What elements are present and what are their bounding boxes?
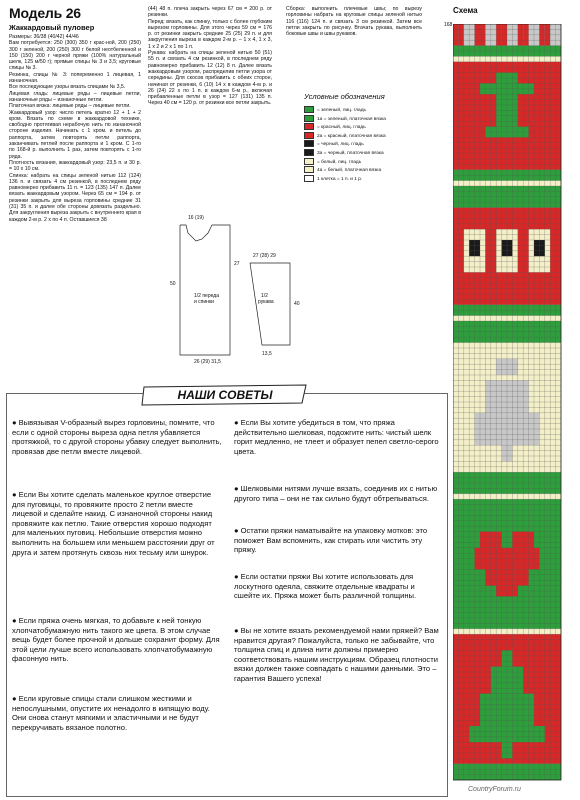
legend-item bbox=[304, 115, 386, 123]
instructions-column-2 bbox=[148, 6, 272, 107]
tip-left-2: ● Если Вы хотите сделать маленькое круглое отверстие для пуговицы, то провяжите просто 2 петли вместе лицевой и сделайте накид. С изнаночной стороны накид провяжите как петлю. Такие отверстия хорошо подходят для маленьких пуговиц. Небольшие отверстия можно выполнить на большем или меньшем расстоянии друг от друга и затем протянуть сквозь них тесьму или шнурок. bbox=[12, 490, 215, 557]
front-label: 1/2 переда и спинки bbox=[194, 293, 219, 305]
legend-swatch bbox=[304, 140, 314, 147]
tips-heading-banner bbox=[140, 384, 310, 406]
assembly-text: Сборка: выполнить плечевые швы; по вырезу горловины набрать на круговые спицы зеленой нитью 116 (116) 124 п. и связать 3 см резинкой. Затем все петли закрыть по рисунку. Втачать рукава, выполнить боковые швы и швы рукавов. bbox=[286, 6, 422, 38]
instructions-column-1 bbox=[9, 34, 141, 223]
legend-item bbox=[304, 149, 384, 157]
jacquard: Жаккардовый узор: число петель кратно 12 + 1 + 2 кром. Вязать по схеме в жаккардовой технике, свободно протягивая нерабочую нить по изнаночной стороне изделия. Начинать с 1 кром. и петель до раппорта, затем повторять петли раппорта, заканчивать петлей после раппорта и 1 кром. С 1-го по 168-й р. выполнить 1 раз, затем повторять с 1-го ряда. bbox=[9, 109, 141, 160]
tips-heading: НАШИ СОВЕТЫ bbox=[177, 388, 273, 402]
watermark: CountryForum.ru bbox=[468, 786, 521, 793]
dim-side-1: 50 bbox=[170, 281, 176, 287]
legend-label: = белый, лиц. гладь bbox=[317, 159, 362, 165]
tip-left-4: ● Если круговые спицы стали слишком жесткими и непослушными, опустите их ненадолго в кипящую воду. Они снова станут мягкими и эластичными и не будут перекручивать вязаное полотно. bbox=[12, 694, 210, 732]
legend-item bbox=[304, 123, 366, 131]
tip-left-1: ● Вывязывая V-образный вырез горловины, помните, что если с одной стороны выреза одна петля убавляется протяжкой, то с другой стороны убавку следует выполнить, провязав две петли вместе лицевой. bbox=[12, 418, 222, 456]
shoulder-text: (44) 48 п. плеча закрыть через 67 см = 200 р. от резинки. bbox=[148, 6, 272, 19]
schema-label: Схема bbox=[453, 6, 478, 15]
schema-row-number: 168 bbox=[444, 22, 453, 28]
stockinette: Лицевая гладь: лицевые ряды – лицевые петли, изнаночные ряды – изнаночные петли. bbox=[9, 90, 141, 103]
legend-label: 4a = белый, платочная вязка bbox=[317, 167, 382, 173]
dim-bottom: 26 (29) 31,5 bbox=[194, 359, 221, 365]
garter: Платочная вязка: лицевые ряды – лицевые петли. bbox=[9, 103, 131, 110]
page-title: Модель 26 bbox=[9, 5, 81, 21]
legend-label: = черный, лиц. гладь bbox=[317, 142, 364, 148]
legend-title: Условные обозначения bbox=[304, 92, 385, 101]
front-text: Перед: вязать, как спинку, только с более глубоким вырезом горловины. Для этого через 59 см = 176 р. от резинки закрыть средние 25 (25) 29 п. и для закругления выреза в каждом 2-м р. – 1 х 4, 1 х 3, 1 х 2 и 2 х 1 по 1 п. bbox=[148, 18, 272, 50]
legend-swatch bbox=[304, 115, 314, 122]
legend-swatch bbox=[304, 106, 314, 113]
legend-label: 2a = красный, платочная вязка bbox=[317, 133, 386, 139]
sleeve-label: 1/2 рукава bbox=[258, 293, 274, 305]
tip-right-2: ● Шелковыми нитями лучше вязать, соединив их с нитью другого типа – они не так сильно будут обтрепываться. bbox=[234, 484, 438, 503]
legend-swatch bbox=[304, 166, 314, 173]
legend-label: 3a = черный, платочная вязка bbox=[317, 150, 384, 156]
knitting-chart bbox=[453, 24, 573, 794]
front-back-outline bbox=[180, 225, 230, 355]
dim-side-3: 40 bbox=[294, 301, 300, 307]
tip-left-3: ● Если пряжа очень мягкая, то добавьте к ней тонкую хлопчатобумажную нить такого же цвета. В этом случае вещь будет более прочной и дольше сохранит форму. Для этой цели лучше всего использовать хлопчатобумажную фасонную нить. bbox=[12, 616, 220, 664]
pattern-diagram bbox=[150, 205, 306, 365]
tip-right-3: ● Остатки пряжи наматывайте на упаковку мотков: это поможет Вам вспомнить, как стирать или чистить эту пряжу. bbox=[234, 526, 428, 555]
legend-label: = зеленый, лиц. гладь bbox=[317, 107, 366, 113]
needles-note: Все последующие узоры вязать спицами № 3,5. bbox=[9, 84, 126, 91]
legend-label: = красный, лиц. гладь bbox=[317, 124, 366, 130]
rib-stitch: Резинка, спицы № 3: попеременно 1 лицевая, 1 изнаночная. bbox=[9, 71, 141, 85]
legend-item bbox=[304, 132, 386, 140]
back: Спинка: набрать на спицы зеленой нитью 112 (124) 136 п. и связать 4 см резинкой, в последнем ряду равномерно прибавить 11 п. = 123 (135) 147 п. Далее вязать жаккардовым узором. Через 65 см = 194 р. от резинки закрыть для выреза горловины средние 31 (31) 35 п. и далее обе стороны довязать раздельно. Для закругления выреза закрыть с внутреннего края в каждом 2-м р. 2 х по 4 п. Оставшиеся 38 bbox=[9, 172, 141, 223]
legend-item bbox=[304, 175, 362, 183]
tip-right-1: ● Если Вы хотите убедиться в том, что пряжа действительно шелковая, подожгите нить: чистый шелк горит медленно, не тлеет и образует пепел светло-серого цвета. bbox=[234, 418, 439, 456]
legend-swatch bbox=[304, 175, 314, 182]
legend-item bbox=[304, 106, 366, 114]
subtitle: Жаккардовый пуловер bbox=[9, 23, 95, 32]
sleeves-text: Рукава: набрать на спицы зеленой нитью 50 (51) 55 п. и связать 4 см резинкой, в последнем ряду равномерно прибавить 12 (12) 8 п. Далее вязать жаккардовым узором, распределив петли узора от середины. Для скосов прибавить с обеих сторон, начиная от резинки, 6 (10) 14 х в каждом 4-м р. и 26 (24) 22 х по 1 п. в каждом 6-м р., включая прибавленные петли в узор = 127 (131) 135 п. Через 40 см = 120 р. от резинки все петли закрыть. bbox=[148, 50, 272, 107]
chart-grid bbox=[453, 24, 561, 780]
legend-swatch bbox=[304, 123, 314, 130]
instructions-column-3 bbox=[286, 6, 422, 37]
tip-right-5: ● Вы не хотите вязать рекомендуемой нами пряжей? Вам нравится другая? Пожалуйста, только не забывайте, что толщина спиц и длина нити должны примерно соответствовать нашим инструкциям. Образец плотности вязки должен также совпадать с нашими данными. Это – гарантия Вашего успеха! bbox=[234, 626, 439, 683]
legend-item bbox=[304, 140, 364, 148]
legend-swatch bbox=[304, 158, 314, 165]
legend-label: 1a = зеленый, платочная вязка bbox=[317, 116, 386, 122]
dim-side-2: 27 bbox=[234, 261, 240, 267]
legend-swatch bbox=[304, 149, 314, 156]
legend-item bbox=[304, 166, 381, 174]
dim-top: 16 (19) bbox=[188, 215, 204, 221]
sizes: Размеры: 36/38 (40/42) 44/46 bbox=[9, 34, 79, 40]
legend-label: 1 клетка = 1 п. и 1 р. bbox=[317, 176, 363, 182]
tip-right-4: ● Если остатки пряжи Вы хотите использовать для лоскутного одеяла, свяжите отдельные квадраты и сшейте их. Пряжа может быть различной толщины. bbox=[234, 572, 417, 601]
legend-swatch bbox=[304, 132, 314, 139]
materials: Вам потребуется: 250 (300) 350 г крас-ной, 200 (250) 300 г зеленой, 200 (250) 300 г белой неотбеленной и 150 (150) 200 г черной пряжи (100% натуральный шелк, 125 м/50 г); прямые спицы № 3 и 3,5; круговые спицы № 3. bbox=[9, 40, 141, 72]
gauge: Плотность вязания, жаккардовый узор: 23,5 п. и 30 р. = 10 х 10 см. bbox=[9, 159, 141, 173]
dim-sleeve-bottom: 13,5 bbox=[262, 351, 272, 357]
dim-sleeve-top: 27 (28) 29 bbox=[253, 253, 276, 259]
legend-item bbox=[304, 158, 361, 166]
